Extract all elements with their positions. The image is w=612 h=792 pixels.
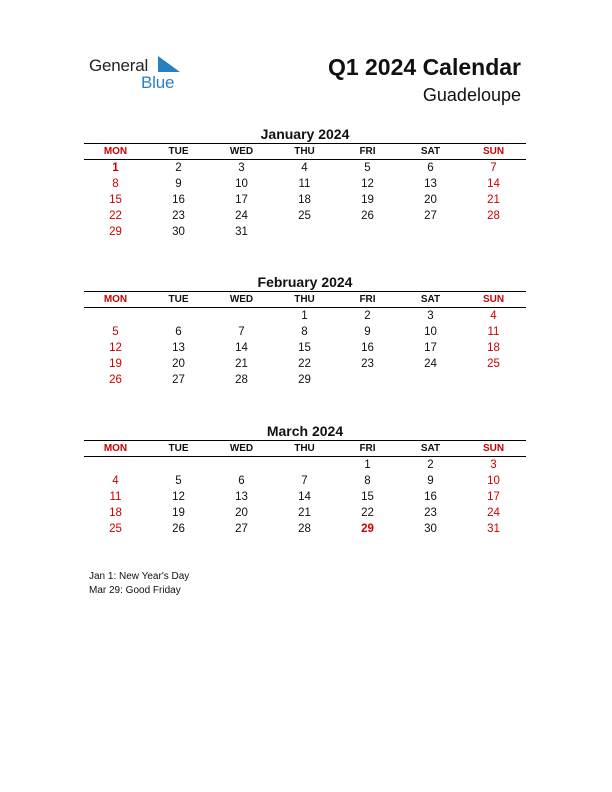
- day-cell: 19: [109, 358, 122, 370]
- holiday-notes: [89, 570, 189, 598]
- day-cell: 6: [427, 162, 434, 174]
- day-cell: 3: [490, 459, 497, 471]
- weekday-label: MON: [103, 146, 128, 157]
- day-cell: 28: [298, 523, 311, 535]
- page-title: Q1 2024 Calendar: [327, 54, 521, 80]
- day-cell: 27: [172, 374, 185, 386]
- day-cell: 30: [424, 523, 437, 535]
- day-cell: 7: [301, 475, 308, 487]
- day-cell: 11: [487, 326, 500, 338]
- day-cell: 14: [235, 342, 248, 354]
- day-cell: 25: [298, 210, 311, 222]
- weekday-label: MON: [103, 443, 128, 454]
- weekday-label: WED: [229, 294, 254, 305]
- day-cell: 8: [112, 178, 119, 190]
- day-cell: 5: [112, 326, 119, 338]
- weekday-label: THU: [294, 294, 315, 305]
- day-cell: 18: [298, 194, 311, 206]
- empty-day-cell: [210, 457, 273, 473]
- day-cell: 26: [172, 523, 185, 535]
- empty-day-cell: [336, 372, 399, 388]
- day-cell: 20: [172, 358, 185, 370]
- weekday-label: THU: [294, 443, 315, 454]
- day-cell: 20: [235, 507, 248, 519]
- day-cell: 13: [424, 178, 437, 190]
- day-cell: 25: [487, 358, 500, 370]
- days-grid: [84, 457, 526, 537]
- day-cell: 10: [235, 178, 248, 190]
- day-cell: 24: [487, 507, 500, 519]
- day-cell: 21: [487, 194, 500, 206]
- day-cell: 9: [364, 326, 371, 338]
- day-cell: 1: [301, 310, 308, 322]
- weekday-label: TUE: [168, 146, 189, 157]
- day-cell: 31: [487, 523, 500, 535]
- day-cell: 1: [364, 459, 371, 471]
- day-cell: 11: [298, 178, 311, 190]
- day-cell: 23: [172, 210, 185, 222]
- day-cell: 19: [361, 194, 374, 206]
- day-cell: 10: [424, 326, 437, 338]
- day-cell: 27: [235, 523, 248, 535]
- empty-day-cell: [462, 224, 525, 240]
- empty-day-cell: [147, 457, 210, 473]
- day-cell: 24: [424, 358, 437, 370]
- weekday-label: FRI: [359, 443, 376, 454]
- day-cell: 24: [235, 210, 248, 222]
- weekday-label: SAT: [420, 443, 441, 454]
- month-february: [84, 273, 526, 388]
- logo-text-blue: Blue: [141, 73, 175, 92]
- day-cell: 12: [172, 491, 185, 503]
- day-cell: 22: [298, 358, 311, 370]
- holiday-note: Jan 1: New Year's Day: [89, 571, 190, 582]
- month-title: February 2024: [257, 274, 353, 290]
- empty-day-cell: [399, 224, 462, 240]
- weekday-label: THU: [294, 146, 315, 157]
- generalblue-logo: [89, 56, 189, 92]
- empty-day-cell: [84, 457, 147, 473]
- days-grid: [84, 160, 526, 240]
- logo-flag-icon: [158, 56, 180, 72]
- day-cell: 2: [364, 310, 371, 322]
- month-march: [84, 422, 526, 537]
- day-cell: 23: [424, 507, 437, 519]
- day-cell: 3: [427, 310, 434, 322]
- holiday-note: Mar 29: Good Friday: [89, 585, 181, 596]
- day-cell: 1: [112, 162, 119, 174]
- day-cell: 2: [175, 162, 182, 174]
- logo-text-general: General: [89, 56, 149, 75]
- empty-day-cell: [210, 308, 273, 324]
- day-cell: 11: [109, 491, 122, 503]
- day-cell: 15: [109, 194, 122, 206]
- weekday-label: SUN: [482, 146, 505, 157]
- empty-day-cell: [273, 457, 336, 473]
- day-cell: 4: [490, 310, 497, 322]
- day-cell: 13: [172, 342, 185, 354]
- day-cell: 9: [427, 475, 434, 487]
- day-cell: 18: [487, 342, 500, 354]
- page-subtitle: Guadeloupe: [422, 85, 521, 105]
- day-cell: 7: [490, 162, 497, 174]
- days-grid: [84, 308, 526, 388]
- day-cell: 14: [298, 491, 311, 503]
- empty-day-cell: [273, 224, 336, 240]
- weekday-label: TUE: [168, 294, 189, 305]
- empty-day-cell: [84, 308, 147, 324]
- weekday-header: [84, 144, 526, 159]
- day-cell: 15: [298, 342, 311, 354]
- day-cell: 5: [364, 162, 371, 174]
- day-cell: 6: [238, 475, 245, 487]
- day-cell: 21: [298, 507, 311, 519]
- day-cell: 13: [235, 491, 248, 503]
- day-cell: 29: [298, 374, 311, 386]
- day-cell: 22: [109, 210, 122, 222]
- day-cell: 19: [172, 507, 185, 519]
- empty-day-cell: [147, 308, 210, 324]
- day-cell: 12: [109, 342, 122, 354]
- day-cell: 28: [487, 210, 500, 222]
- weekday-header: [84, 441, 526, 456]
- day-cell: 17: [235, 194, 248, 206]
- day-cell: 30: [172, 226, 185, 238]
- weekday-label: WED: [229, 443, 254, 454]
- day-cell: 10: [487, 475, 500, 487]
- day-cell: 17: [487, 491, 500, 503]
- month-title: January 2024: [260, 126, 350, 142]
- day-cell: 18: [109, 507, 122, 519]
- day-cell: 21: [235, 358, 248, 370]
- day-cell: 16: [361, 342, 374, 354]
- day-cell: 2: [427, 459, 434, 471]
- day-cell: 7: [238, 326, 245, 338]
- day-cell: 6: [175, 326, 182, 338]
- empty-day-cell: [336, 224, 399, 240]
- day-cell: 8: [364, 475, 371, 487]
- day-cell: 14: [487, 178, 500, 190]
- weekday-label: SAT: [420, 294, 441, 305]
- weekday-label: SAT: [420, 146, 441, 157]
- day-cell: 28: [235, 374, 248, 386]
- day-cell: 26: [109, 374, 122, 386]
- weekday-label: WED: [229, 146, 254, 157]
- day-cell: 17: [424, 342, 437, 354]
- day-cell: 16: [172, 194, 185, 206]
- weekday-label: FRI: [359, 146, 376, 157]
- month-title: March 2024: [266, 423, 344, 439]
- day-cell: 29: [109, 226, 122, 238]
- day-cell: 29: [361, 523, 374, 535]
- day-cell: 12: [361, 178, 374, 190]
- day-cell: 5: [175, 475, 182, 487]
- month-january: [84, 125, 526, 240]
- weekday-label: SUN: [482, 294, 505, 305]
- day-cell: 15: [361, 491, 374, 503]
- day-cell: 4: [301, 162, 308, 174]
- day-cell: 25: [109, 523, 122, 535]
- day-cell: 26: [361, 210, 374, 222]
- weekday-label: TUE: [168, 443, 189, 454]
- empty-day-cell: [399, 372, 462, 388]
- day-cell: 8: [301, 326, 308, 338]
- day-cell: 4: [112, 475, 119, 487]
- weekday-label: MON: [103, 294, 128, 305]
- day-cell: 9: [175, 178, 182, 190]
- weekday-label: SUN: [482, 443, 505, 454]
- day-cell: 16: [424, 491, 437, 503]
- day-cell: 27: [424, 210, 437, 222]
- empty-day-cell: [462, 372, 525, 388]
- day-cell: 23: [361, 358, 374, 370]
- weekday-label: FRI: [359, 294, 376, 305]
- day-cell: 20: [424, 194, 437, 206]
- day-cell: 22: [361, 507, 374, 519]
- day-cell: 31: [235, 226, 248, 238]
- day-cell: 3: [238, 162, 245, 174]
- weekday-header: [84, 292, 526, 307]
